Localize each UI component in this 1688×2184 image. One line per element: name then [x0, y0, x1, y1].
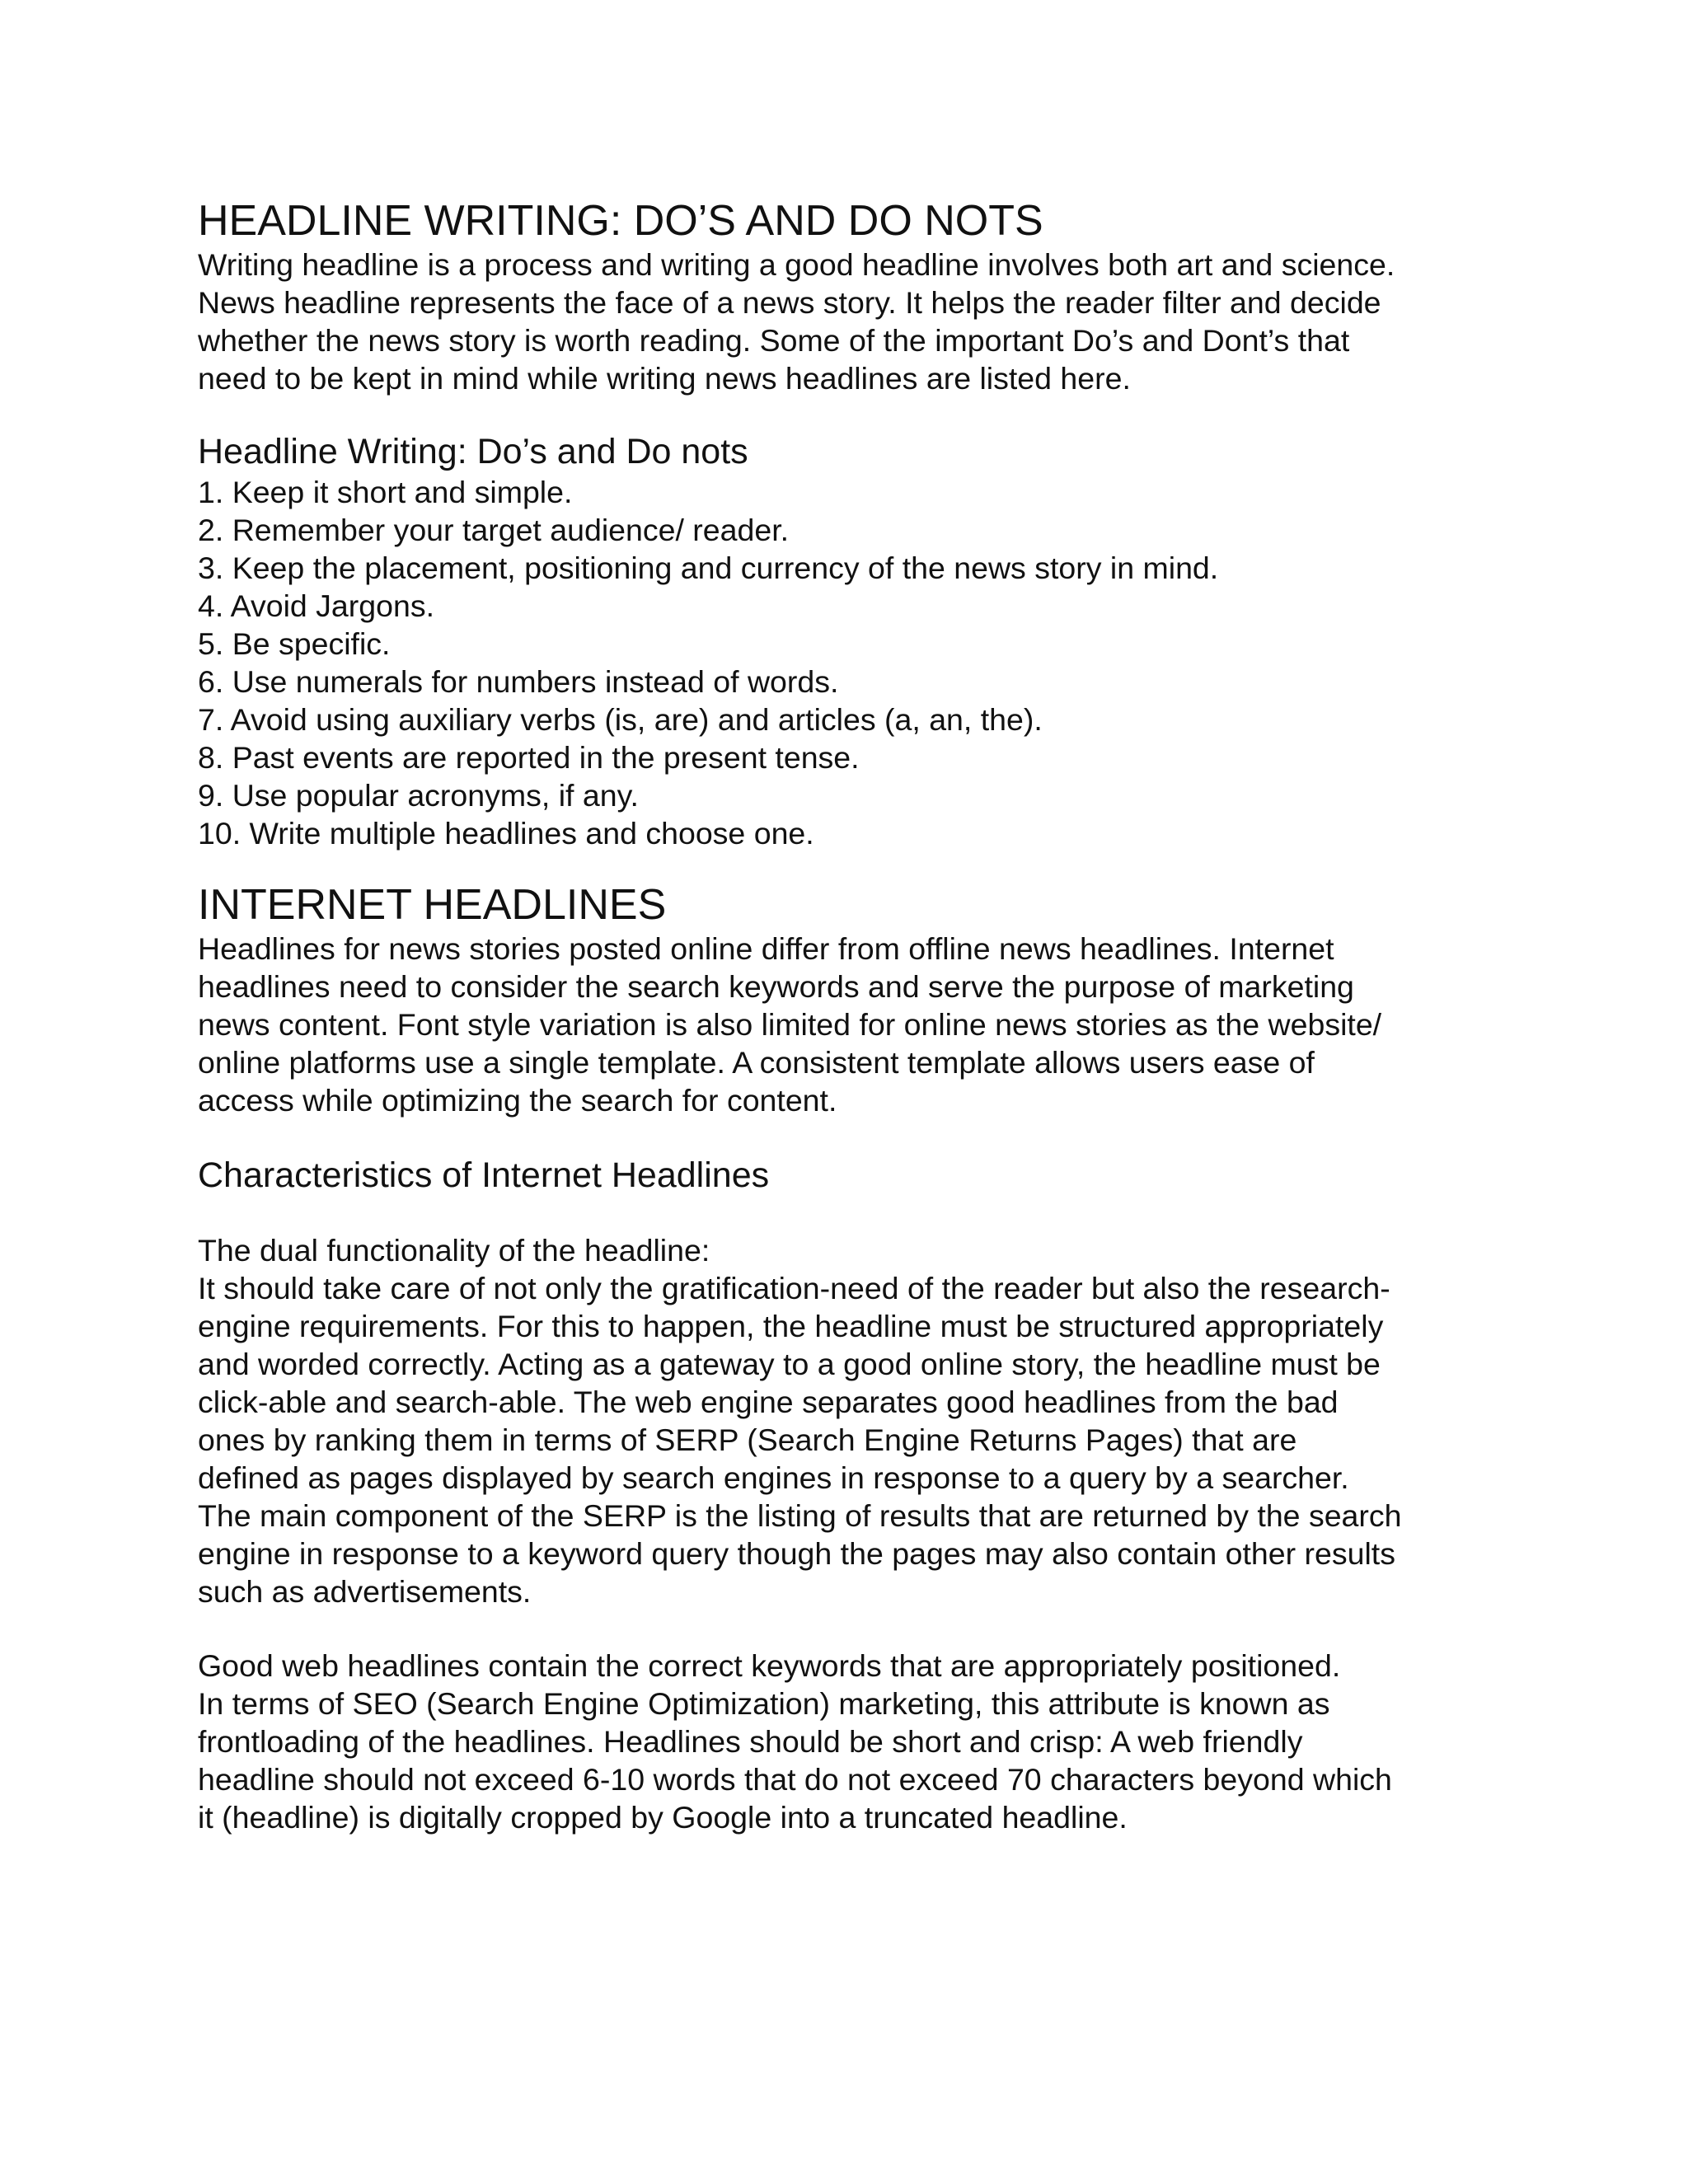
list-item: 3. Keep the placement, positioning and currency of the news story in mind.	[198, 551, 1219, 585]
paragraph-line: Writing headline is a process and writing a good headline involves both art and science.	[198, 247, 1395, 282]
list-item: 9. Use popular acronyms, if any.	[198, 778, 639, 813]
paragraph-line: online platforms use a single template. A consistent template allows users ease of	[198, 1045, 1315, 1080]
list-item: 1. Keep it short and simple.	[198, 475, 573, 509]
paragraph-line: engine in response to a keyword query though the pages may also contain other results	[198, 1536, 1395, 1571]
internet-headlines-paragraph	[198, 930, 1550, 1119]
paragraph-line: frontloading of the headlines. Headlines should be short and crisp: A web friendly	[198, 1724, 1303, 1759]
dual-functionality-paragraph	[198, 1231, 1550, 1610]
paragraph-line: access while optimizing the search for content.	[198, 1083, 837, 1118]
intro-paragraph	[198, 246, 1550, 397]
list-item: 6. Use numerals for numbers instead of words.	[198, 664, 839, 699]
paragraph-line: headlines need to consider the search keywords and serve the purpose of marketing	[198, 969, 1354, 1004]
paragraph-line: engine requirements. For this to happen, the headline must be structured appropriately	[198, 1309, 1384, 1343]
paragraph-line: headline should not exceed 6-10 words that do not exceed 70 characters beyond which	[198, 1762, 1392, 1797]
paragraph-line: whether the news story is worth reading. Some of the important Do’s and Dont’s that	[198, 323, 1350, 358]
paragraph-line: News headline represents the face of a news story. It helps the reader filter and decide	[198, 285, 1381, 320]
subsection-title-dos-and-donts: Headline Writing: Do’s and Do nots	[198, 432, 748, 471]
list-item: 7. Avoid using auxiliary verbs (is, are) and articles (a, an, the).	[198, 702, 1043, 737]
paragraph-line: and worded correctly. Acting as a gateway to a good online story, the headline must be	[198, 1347, 1381, 1381]
paragraph-line: defined as pages displayed by search engines in response to a query by a searcher.	[198, 1460, 1349, 1495]
list-item: 5. Be specific.	[198, 626, 391, 661]
paragraph-line: it (headline) is digitally cropped by Google into a truncated headline.	[198, 1800, 1128, 1835]
list-item: 2. Remember your target audience/ reader.	[198, 513, 790, 547]
paragraph-line: The main component of the SERP is the listing of results that are returned by the search	[198, 1498, 1402, 1533]
paragraph-line: The dual functionality of the headline:	[198, 1233, 710, 1268]
paragraph-line: Headlines for news stories posted online differ from offline news headlines. Internet	[198, 931, 1334, 966]
section-title-internet-headlines: INTERNET HEADLINES	[198, 881, 667, 929]
paragraph-line: click-able and search-able. The web engine separates good headlines from the bad	[198, 1385, 1339, 1419]
paragraph-line: ones by ranking them in terms of SERP (Search Engine Returns Pages) that are	[198, 1422, 1297, 1457]
list-item: 10. Write multiple headlines and choose one.	[198, 816, 814, 851]
good-web-headlines-paragraph	[198, 1647, 1550, 1836]
paragraph-line: In terms of SEO (Search Engine Optimization) marketing, this attribute is known as	[198, 1686, 1330, 1721]
paragraph-line: news content. Font style variation is also limited for online news stories as the website/	[198, 1007, 1382, 1042]
paragraph-line: Good web headlines contain the correct keywords that are appropriately positioned.	[198, 1648, 1341, 1683]
document-content	[198, 196, 1550, 1836]
paragraph-line: It should take care of not only the gratification-need of the reader but also the research-	[198, 1271, 1390, 1305]
paragraph-line: such as advertisements.	[198, 1574, 532, 1609]
section-title-headline-writing: HEADLINE WRITING: DO’S AND DO NOTS	[198, 197, 1043, 245]
list-item: 4. Avoid Jargons.	[198, 588, 434, 623]
paragraph-line: need to be kept in mind while writing news headlines are listed here.	[198, 361, 1131, 396]
subsection-title-characteristics: Characteristics of Internet Headlines	[198, 1155, 770, 1195]
list-item: 8. Past events are reported in the present tense.	[198, 740, 860, 775]
dos-donts-list	[198, 473, 1550, 852]
